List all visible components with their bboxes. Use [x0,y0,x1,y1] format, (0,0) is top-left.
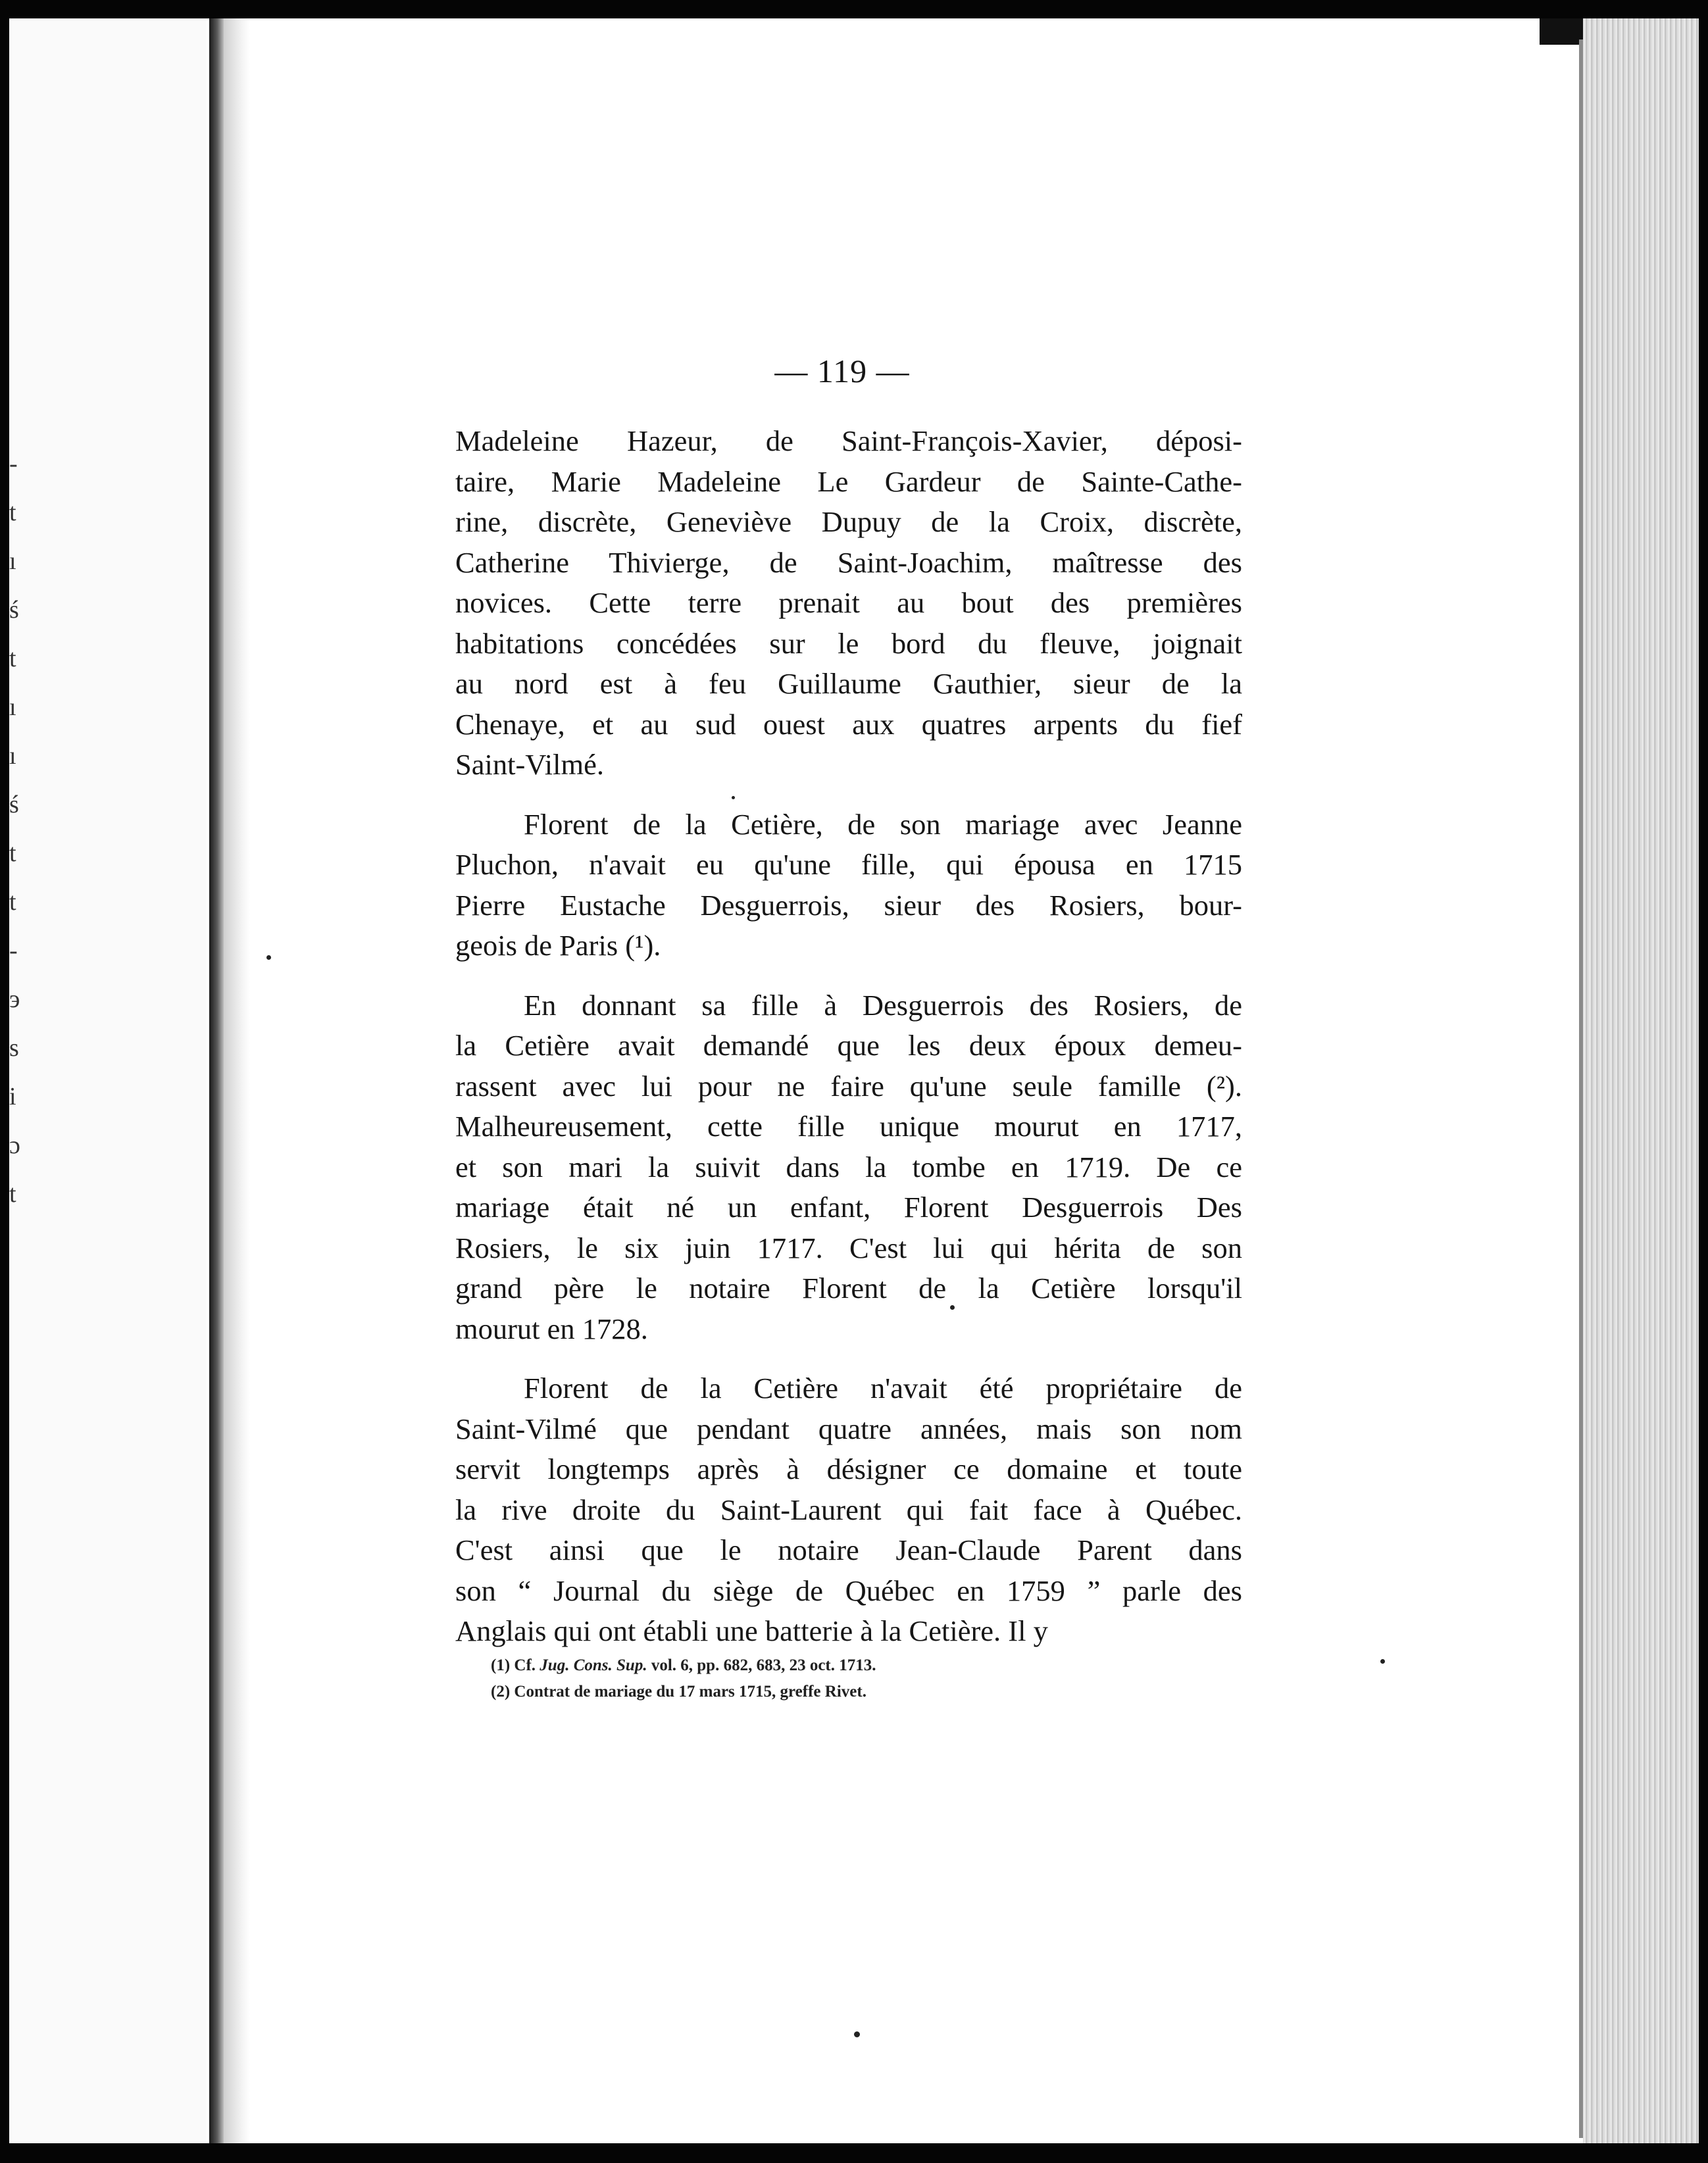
facing-page-char: ı [9,693,16,721]
footnote-text: Contrat de mariage du 17 mars 1715, greffe Rivet. [514,1683,867,1701]
paragraph-3 [455,985,1242,1350]
facing-page-char: t [9,888,16,916]
text-line: habitations concédées sur le bord du fleuve, joignait [455,626,1242,660]
facing-page-char: ś [9,791,19,818]
scan-speck [854,2031,860,2037]
text-line: et son mari la suivit dans la tombe en 1719. De ce [455,1150,1242,1183]
page-number: — 119 — [774,353,910,389]
facing-page-char: t [9,499,16,526]
scan-speck [732,796,735,799]
facing-page-char: s [9,1034,19,1062]
text-line: Saint-Vilmé que pendant quatre années, mais son nom [455,1412,1242,1445]
text-line: C'est ainsi que le notaire Jean-Claude Parent dans [455,1533,1242,1566]
footnote-mark: (1) [491,1656,511,1674]
facing-page-char: ı [9,547,16,575]
text-line: Anglais qui ont établi une batterie à la Cetière. Il y [455,1614,1048,1647]
text-line: mourut en 1728. [455,1312,648,1345]
facing-page-char: t [9,645,16,672]
paragraph-4 [455,1368,1242,1652]
facing-page-char: ɔ [9,1131,20,1159]
text-line: mariage était né un enfant, Florent Desguerrois Des [455,1191,1242,1224]
text-line: rine, discrète, Geneviève Dupuy de la Croix, discrète, [455,505,1242,538]
facing-page-strip [9,18,207,2143]
text-line: Malheureusement, cette fille unique mourut en 1717, [455,1110,1242,1143]
book-gutter [209,18,224,2143]
footnote-1 [491,1653,1280,1679]
text-line: geois de Paris (¹). [455,929,661,962]
text-line: rassent avec lui pour ne faire qu'une seule famille (²). [455,1069,1242,1103]
facing-page-char: э [9,985,20,1013]
facing-page-char: t [9,839,16,867]
text-line: Rosiers, le six juin 1717. C'est lui qui hérita de son [455,1231,1242,1264]
facing-page-char: ı [9,742,16,770]
facing-page-char: ś [9,596,19,624]
text-line: Florent de la Cetière, de son mariage avec Jeanne [524,807,1242,841]
facing-page-char: - [9,450,18,478]
footnote-mark: (2) [491,1683,511,1701]
page-edges [1583,18,1699,2143]
footnote-prefix: Cf. [514,1656,536,1674]
text-line: la rive droite du Saint-Laurent qui fait face à Québec. [455,1493,1242,1526]
text-line: novices. Cette terre prenait au bout des premières [455,586,1242,619]
scan-speck [266,955,271,960]
text-line: la Cetière avait demandé que les deux époux demeu- [455,1029,1242,1062]
text-line: son “ Journal du siège de Québec en 1759 ” parle des [455,1574,1242,1607]
text-line: Chenaye, et au sud ouest aux quatres arpents du fief [455,707,1242,741]
footnote-source: Jug. Cons. Sup. [540,1656,647,1674]
text-line: Madeleine Hazeur, de Saint-François-Xavier, déposi- [455,424,1242,457]
text-line: Catherine Thivierge, de Saint-Joachim, maîtresse des [455,545,1242,579]
text-line: grand père le notaire Florent de la Cetière lorsqu'il [455,1272,1242,1305]
text-line: Pluchon, n'avait eu qu'une fille, qui épousa en 1715 [455,848,1242,881]
paragraph-2 [455,805,1242,966]
body-text [455,421,1242,1652]
facing-page-char: i [9,1083,16,1110]
gutter-shadow [224,18,250,2143]
facing-page-char: - [9,937,18,964]
paragraph-1 [455,421,1242,785]
text-line: En donnant sa fille à Desguerrois des Rosiers, de [524,988,1242,1022]
scan-speck [1380,1659,1385,1664]
text-line: Florent de la Cetière n'avait été propriétaire de [524,1372,1242,1405]
text-line: au nord est à feu Guillaume Gauthier, sieur de la [455,667,1242,700]
footnotes [491,1653,1280,1705]
text-line: Pierre Eustache Desguerrois, sieur des Rosiers, bour- [455,888,1242,922]
scan-speck [950,1305,955,1310]
footnote-detail: vol. 6, pp. 682, 683, 23 oct. 1713. [651,1656,876,1674]
text-line: Saint-Vilmé. [455,748,604,781]
footnote-2 [491,1679,1280,1705]
facing-page-char: t [9,1180,16,1208]
text-line: taire, Marie Madeleine Le Gardeur de Sainte-Cathe- [455,464,1242,498]
text-line: servit longtemps après à désigner ce domaine et toute [455,1453,1242,1485]
facing-page-edge-text [9,439,36,1218]
page-edge-line [1579,39,1583,2138]
